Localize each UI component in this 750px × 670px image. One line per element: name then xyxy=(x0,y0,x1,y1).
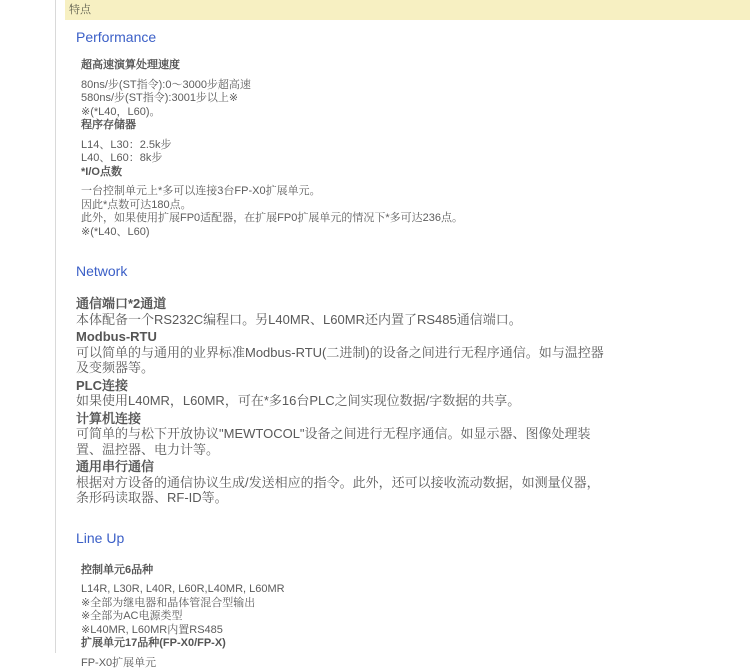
network-term: PLC连接 xyxy=(76,378,610,394)
section-title-performance: Performance xyxy=(76,29,750,45)
spec-heading: 控制单元6品种 xyxy=(81,564,750,578)
section-title-lineup: Line Up xyxy=(76,530,750,546)
section-title-network: Network xyxy=(76,263,750,279)
spec-line: 此外，如果使用扩展FP0适配器，在扩展FP0扩展单元的情况下*多可达236点。 xyxy=(81,212,750,226)
spec-line: 因此*点数可达180点。 xyxy=(81,199,750,213)
network-term: 计算机连接 xyxy=(76,411,610,427)
spec-heading: 程序存储器 xyxy=(81,119,750,133)
spec-block xyxy=(81,166,750,240)
network-desc: 可简单的与松下开放协议"MEWTOCOL"设备之间进行无程序通信。如显示器、图像处理装置、温控器、电力计等。 xyxy=(76,426,610,457)
spec-line: ※全部为继电器和晶体管混合型输出 xyxy=(81,597,750,611)
spec-line: ※L40MR, L60MR内置RS485 xyxy=(81,624,750,638)
features-tab-bar xyxy=(65,0,750,20)
spec-block xyxy=(81,119,750,166)
network-desc: 根据对方设备的通信协议生成/发送相应的指令。此外，还可以接收流动数据，如测量仪器，条形码读取器、RF-ID等。 xyxy=(76,475,610,506)
spec-heading: 超高速演算处理速度 xyxy=(81,59,750,73)
spec-line: L14、L30：2.5k步 xyxy=(81,139,750,153)
network-definition-list xyxy=(76,296,610,506)
spec-block xyxy=(81,564,750,638)
network-term: 通信端口*2通道 xyxy=(76,296,610,312)
spec-line: L40、L60：8k步 xyxy=(81,152,750,166)
network-term: Modbus-RTU xyxy=(76,329,610,345)
sections-container xyxy=(65,29,750,670)
content-column xyxy=(65,0,750,653)
features-tab-label: 特点 xyxy=(69,4,91,16)
performance-spec-list xyxy=(81,59,750,239)
spec-block xyxy=(81,637,750,670)
spec-line: 580ns/步(ST指令):3001步以上※ xyxy=(81,92,750,106)
left-border-divider xyxy=(55,0,56,653)
network-term: 通用串行通信 xyxy=(76,459,610,475)
spec-heading: *I/O点数 xyxy=(81,166,750,180)
network-desc: 可以简单的与通用的业界标准Modbus-RTU(二进制)的设备之间进行无程序通信。如与温控器及变频器等。 xyxy=(76,345,610,376)
spec-line: 一台控制单元上*多可以连接3台FP-X0扩展单元。 xyxy=(81,185,750,199)
spec-line: ※全部为AC电源类型 xyxy=(81,610,750,624)
spec-line: 80ns/步(ST指令):0～3000步超高速 xyxy=(81,79,750,93)
lineup-spec-list xyxy=(81,564,750,670)
spec-line: ※(*L40，L60)。 xyxy=(81,106,750,120)
spec-heading: 扩展单元17品种(FP-X0/FP-X) xyxy=(81,637,750,651)
network-desc: 本体配备一个RS232C编程口。另L40MR、L60MR还内置了RS485通信端口。 xyxy=(76,312,610,328)
spec-line: ※(*L40、L60) xyxy=(81,226,750,240)
spec-line: FP-X0扩展单元 xyxy=(81,657,750,670)
network-desc: 如果使用L40MR，L60MR，可在*多16台PLC之间实现位数据/字数据的共享。 xyxy=(76,393,610,409)
spec-block xyxy=(81,59,750,119)
spec-line: L14R, L30R, L40R, L60R,L40MR, L60MR xyxy=(81,583,750,597)
